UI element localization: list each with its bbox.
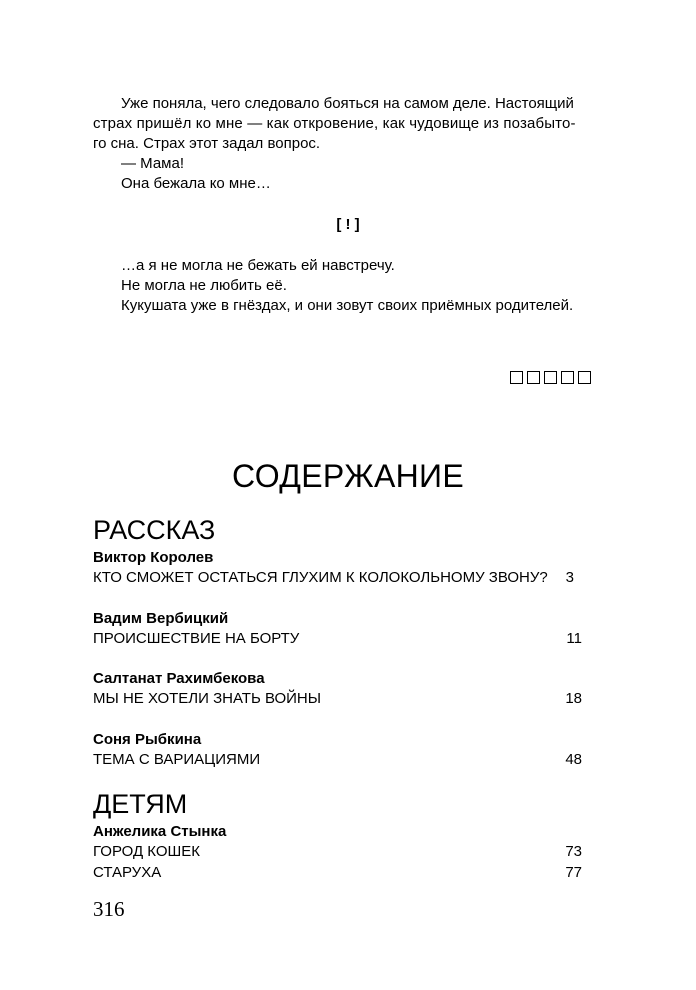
end-mark-boxes — [510, 371, 591, 384]
toc-entry-title: ГОРОД КОШЕК — [93, 843, 201, 860]
toc-entry-page: 3 — [565, 569, 574, 586]
story-paragraph-line: страх пришёл ко мне — как откровение, как чудовище из позабыто- — [93, 115, 576, 132]
story-paragraph-line: Кукушата уже в гнёздах, и они зовут своих приёмных родителей. — [121, 297, 574, 314]
toc-entry-page: 18 — [565, 690, 582, 707]
end-mark-box — [578, 371, 591, 384]
author-name: Анжелика Стынка — [93, 823, 227, 840]
story-paragraph-line: Не могла не любить её. — [121, 277, 287, 294]
end-mark-box — [510, 371, 523, 384]
story-paragraph-line: го сна. Страх этот задал вопрос. — [93, 135, 321, 152]
story-paragraph-line: Уже поняла, чего следовало бояться на самом деле. Настоящий — [121, 95, 574, 112]
toc-entry-page: 73 — [565, 843, 582, 860]
dialogue-line: — Мама! — [121, 155, 184, 172]
page-number: 316 — [93, 897, 125, 921]
author-name: Виктор Королев — [93, 549, 214, 566]
toc-entry-title: ПРОИСШЕСТВИЕ НА БОРТУ — [93, 630, 300, 647]
toc-entry-title: КТО СМОЖЕТ ОСТАТЬСЯ ГЛУХИМ К КОЛОКОЛЬНОМУ ЗВОНУ? — [93, 569, 548, 586]
toc-entry-title: СТАРУХА — [93, 864, 162, 881]
toc-entry-title: МЫ НЕ ХОТЕЛИ ЗНАТЬ ВОЙНЫ — [93, 690, 322, 707]
toc-entry-page: 77 — [565, 864, 582, 881]
author-name: Соня Рыбкина — [93, 731, 202, 748]
section-heading-stories: РАССКАЗ — [93, 515, 216, 545]
author-name: Вадим Вербицкий — [93, 610, 229, 627]
story-paragraph-line: …а я не могла не бежать ей навстречу. — [121, 257, 395, 274]
toc-entry-title: ТЕМА С ВАРИАЦИЯМИ — [93, 751, 261, 768]
toc-entry-page: 48 — [565, 751, 582, 768]
toc-entry-page: 11 — [566, 630, 582, 647]
dialogue-line: Она бежала ко мне… — [121, 175, 271, 192]
end-mark-box — [544, 371, 557, 384]
end-mark-box — [527, 371, 540, 384]
end-mark-box — [561, 371, 574, 384]
author-name: Салтанат Рахимбекова — [93, 670, 265, 687]
section-heading-children: ДЕТЯМ — [93, 789, 188, 819]
contents-title: СОДЕРЖАНИЕ — [232, 458, 464, 494]
section-separator: [ ! ] — [336, 216, 360, 233]
